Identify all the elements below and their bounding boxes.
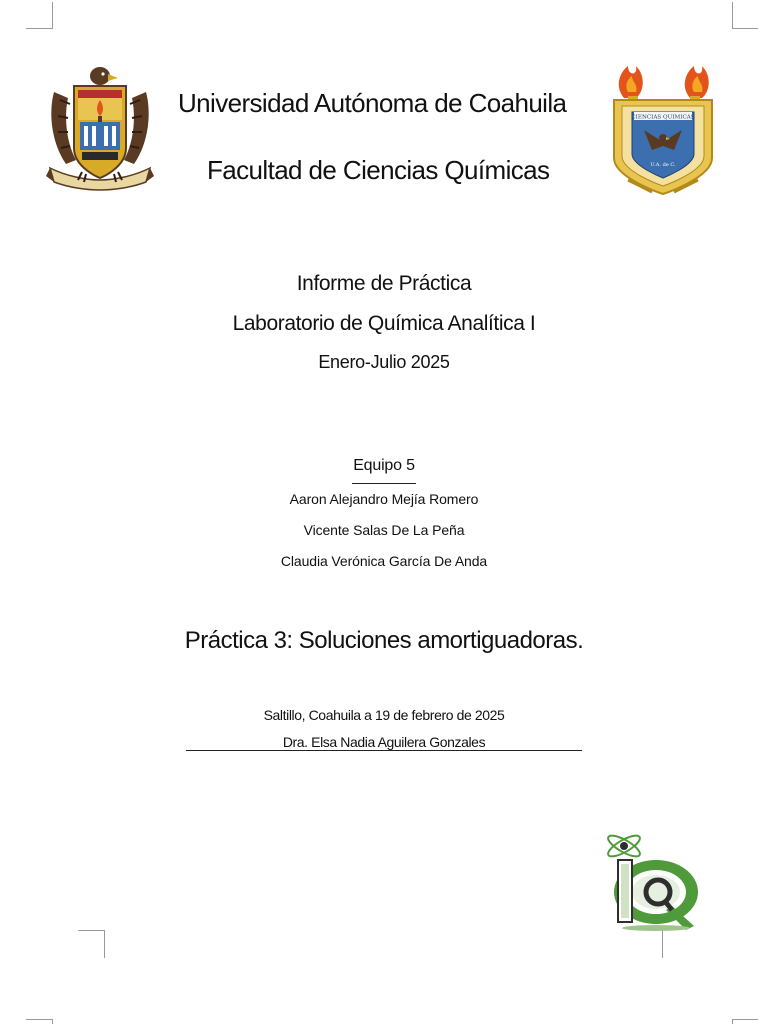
practice-title: Práctica 3: Soluciones amortiguadoras. — [184, 627, 584, 654]
faculty-name: Facultad de Ciencias Químicas — [207, 155, 550, 185]
report-type: Informe de Práctica — [296, 272, 472, 295]
team-member: Vicente Salas De La Peña — [303, 522, 465, 538]
academic-period: Enero-Julio 2025 — [318, 352, 450, 372]
iq-emblem-icon — [598, 830, 704, 932]
team-member: Claudia Verónica García De Anda — [280, 553, 488, 569]
signature-line — [186, 750, 582, 751]
teacher-name: Dra. Elsa Nadia Aguilera Gonzales — [282, 734, 486, 750]
shield-caption: CIENCIAS QUIMICAS — [631, 114, 695, 121]
shield-initials: U.A. de C. — [650, 162, 676, 168]
place-date: Saltillo, Coahuila a 19 de febrero de 2025 — [263, 707, 505, 723]
university-name: Universidad Autónoma de Coahuila — [178, 88, 567, 118]
laboratory-name: Laboratorio de Química Analítica I — [232, 312, 536, 335]
ciencias-quimicas-shield-icon — [608, 62, 718, 200]
university-eagle-crest-icon — [46, 64, 154, 192]
team-label: Equipo 5 — [353, 457, 415, 474]
team-underline — [352, 483, 416, 484]
team-member: Aaron Alejandro Mejía Romero — [289, 491, 479, 507]
